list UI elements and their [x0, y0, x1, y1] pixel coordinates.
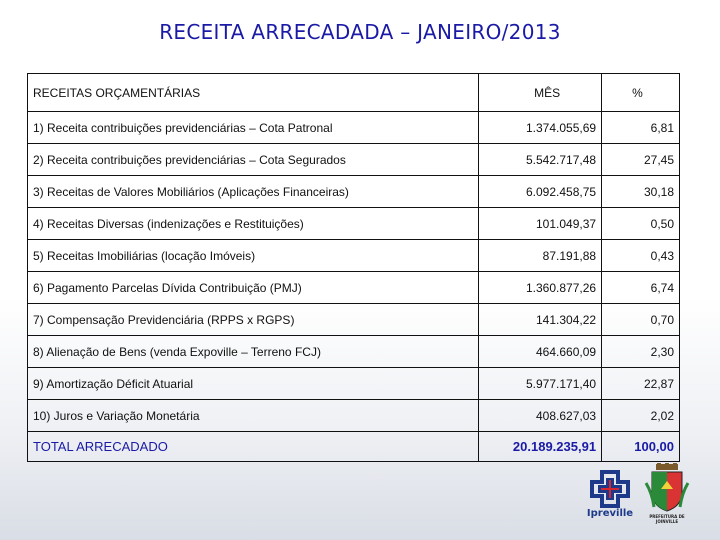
row-percent: 0,43	[602, 240, 680, 272]
total-percent: 100,00	[602, 432, 680, 462]
row-percent: 0,50	[602, 208, 680, 240]
row-label: 8) Alienação de Bens (venda Expoville – Terreno FCJ)	[28, 336, 479, 368]
ipreville-logo	[580, 470, 640, 526]
row-label: 9) Amortização Déficit Atuarial	[28, 368, 479, 400]
joinville-seal	[644, 463, 690, 523]
row-value: 464.660,09	[479, 336, 602, 368]
row-value: 5.977.171,40	[479, 368, 602, 400]
row-value: 87.191,88	[479, 240, 602, 272]
row-label: 10) Juros e Variação Monetária	[28, 400, 479, 432]
row-label: 2) Receita contribuições previdenciárias – Cota Segurados	[28, 144, 479, 176]
row-percent: 6,74	[602, 272, 680, 304]
row-percent: 2,02	[602, 400, 680, 432]
header-mes: MÊS	[479, 74, 602, 112]
row-percent: 27,45	[602, 144, 680, 176]
table-row	[28, 208, 680, 240]
table-row	[28, 176, 680, 208]
row-value: 5.542.717,48	[479, 144, 602, 176]
row-value: 1.374.055,69	[479, 112, 602, 144]
row-value: 141.304,22	[479, 304, 602, 336]
table-row	[28, 336, 680, 368]
page-title: RECEITA ARRECADADA – JANEIRO/2013	[159, 20, 561, 44]
total-label: TOTAL ARRECADADO	[28, 432, 479, 462]
row-percent: 0,70	[602, 304, 680, 336]
row-percent: 6,81	[602, 112, 680, 144]
row-value: 1.360.877,26	[479, 272, 602, 304]
table-row	[28, 368, 680, 400]
table-row	[28, 144, 680, 176]
row-percent: 22,87	[602, 368, 680, 400]
row-percent: 30,18	[602, 176, 680, 208]
seal-label: PREFEITURA DE JOINVILLE	[649, 514, 685, 524]
ipreville-label: Ipreville	[586, 508, 634, 519]
row-label: 5) Receitas Imobiliárias (locação Imóveis)	[28, 240, 479, 272]
table-row	[28, 112, 680, 144]
row-percent: 2,30	[602, 336, 680, 368]
table-row	[28, 272, 680, 304]
row-value: 408.627,03	[479, 400, 602, 432]
table-row	[28, 304, 680, 336]
row-label: 4) Receitas Diversas (indenizações e Restituições)	[28, 208, 479, 240]
coat-of-arms-icon	[644, 463, 690, 513]
row-label: 1) Receita contribuições previdenciárias – Cota Patronal	[28, 112, 479, 144]
table-row	[28, 400, 680, 432]
revenue-table	[27, 73, 680, 462]
row-label: 3) Receitas de Valores Mobiliários (Aplicações Financeiras)	[28, 176, 479, 208]
row-label: 7) Compensação Previdenciária (RPPS x RGPS)	[28, 304, 479, 336]
table-header-row	[28, 74, 680, 112]
header-percent: %	[602, 74, 680, 112]
table-row	[28, 240, 680, 272]
row-value: 6.092.458,75	[479, 176, 602, 208]
header-receitas: RECEITAS ORÇAMENTÁRIAS	[28, 74, 479, 112]
row-value: 101.049,37	[479, 208, 602, 240]
total-value: 20.189.235,91	[479, 432, 602, 462]
ipreville-cross-icon	[580, 470, 640, 508]
total-row	[28, 432, 680, 462]
row-label: 6) Pagamento Parcelas Dívida Contribuição (PMJ)	[28, 272, 479, 304]
